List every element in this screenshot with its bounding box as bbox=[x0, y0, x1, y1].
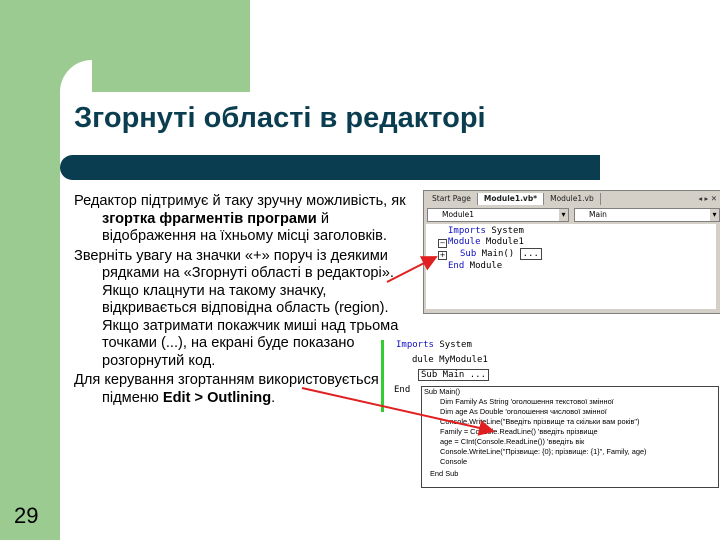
keyword-module: Module bbox=[448, 237, 481, 247]
keyword-imports-2: Imports bbox=[396, 340, 434, 350]
bullet-1-text: Редактор підтримує й таку зручну можливість, як bbox=[74, 193, 406, 209]
keyword-imports: Imports bbox=[448, 226, 486, 236]
bullet-1-bold-text: згортка фрагментів програми bbox=[102, 210, 317, 227]
bullet-2-text: Зверніть увагу на значки «+» поруч із деякими рядками на «Згорнуті області в редакторі». Якщо клацнути на такому значку, відкривається відповідна область (region). Якщо затримати покажчик миші над трьома точками (...), на екрані буде показано розгорнутий код. bbox=[74, 247, 399, 369]
tooltip-line: Console.WriteLine("Прізвище: {0}; прізвище: {1}", Family, age) bbox=[440, 447, 647, 456]
collapse-minus-icon[interactable]: − bbox=[439, 239, 446, 247]
tooltip-line: Family = Console.ReadLine() 'введіть прізвище bbox=[440, 427, 598, 436]
code2-line-module: dule MyModule1 bbox=[412, 355, 488, 365]
module-name: Module1 bbox=[480, 237, 524, 247]
imports-target: System bbox=[485, 226, 524, 236]
tooltip-line: age = CInt(Console.ReadLine()) 'введіть вік bbox=[440, 437, 585, 446]
bullet-3-bold-text: Edit > Outlining bbox=[162, 389, 272, 406]
tooltip-line: Console bbox=[440, 457, 468, 466]
tab-navigation-controls[interactable]: ◂ ▸ ✕ bbox=[698, 194, 717, 203]
tab-start-page[interactable]: Start Page bbox=[426, 193, 478, 205]
bullet-3-text-end: . bbox=[271, 389, 276, 406]
end-module-text: Module bbox=[464, 261, 503, 271]
tab-module1-modified[interactable]: Module1.vb* bbox=[478, 193, 544, 205]
imports-target-2: System bbox=[433, 340, 472, 350]
arrow-to-plus-icon bbox=[387, 257, 436, 282]
sub-name: Main() bbox=[476, 249, 515, 259]
slide-title: Згорнуті області в редакторі bbox=[74, 102, 486, 134]
bullet-1-text-end: й відображення на їхньому місці заголовків. bbox=[102, 210, 387, 244]
tooltip-line: Dim age As Double 'оголошення числової змінної bbox=[440, 407, 607, 416]
object-combo-value: Module1 bbox=[442, 210, 475, 219]
bullet-3-text: Для керування згортанням використовується підменю bbox=[74, 372, 379, 406]
keyword-end: End bbox=[448, 261, 465, 271]
collapsed-sub-main[interactable]: Sub Main ... bbox=[418, 369, 489, 381]
tab-module1[interactable]: Module1.vb bbox=[544, 193, 601, 205]
tooltip-line: End Sub bbox=[430, 469, 459, 478]
tooltip-line: Sub Main() bbox=[424, 387, 461, 396]
keyword-sub: Sub bbox=[460, 249, 477, 259]
collapsed-ellipsis[interactable]: ... bbox=[520, 248, 542, 260]
tooltip-line: Dim Family As String 'оголошення текстової змінної bbox=[440, 397, 614, 406]
code2-line-end: End bbox=[394, 385, 411, 395]
expand-plus-icon[interactable]: + bbox=[439, 251, 446, 259]
tooltip-line: Console.WriteLine("Введіть прізвище та скільки вам років") bbox=[440, 417, 640, 426]
method-combo-value: Main bbox=[589, 210, 607, 219]
arrow-to-tooltip bbox=[302, 388, 493, 431]
page-number: 29 bbox=[14, 503, 39, 528]
